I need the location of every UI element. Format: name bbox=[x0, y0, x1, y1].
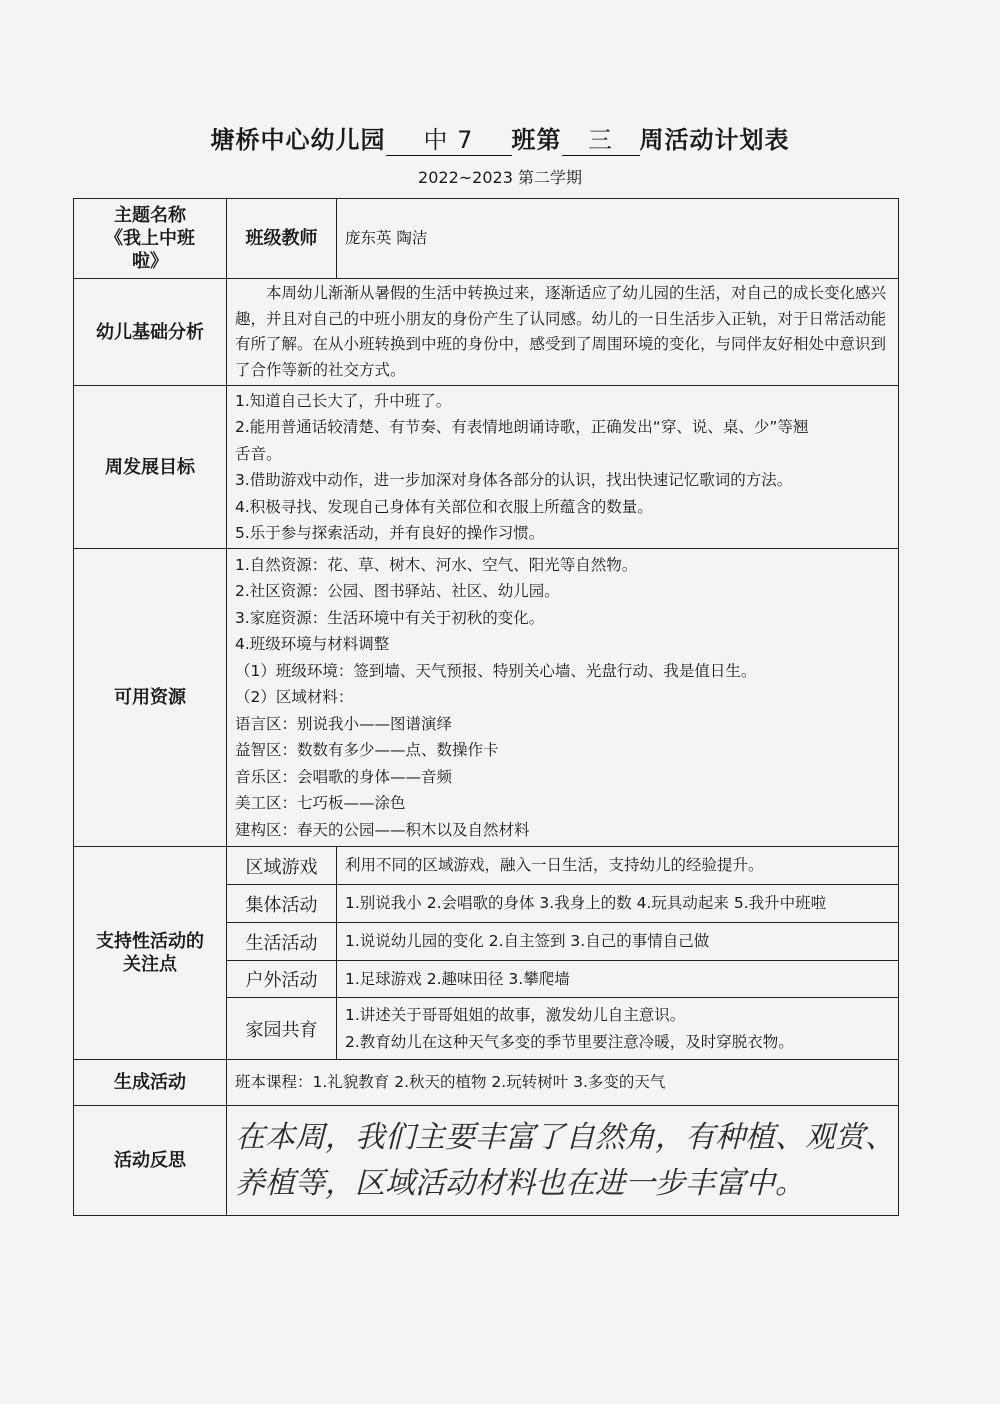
week-field: 三 bbox=[562, 120, 640, 156]
support-item-name: 区域游戏 bbox=[227, 847, 337, 885]
class-field: 中 7 bbox=[386, 120, 512, 156]
support-item-text: 1.足球游戏 2.趣味田径 3.攀爬墙 bbox=[337, 961, 899, 998]
resource-item: （1）班级环境：签到墙、天气预报、特别关心墙、光盘行动、我是值日生。 bbox=[235, 661, 757, 680]
support-item-name: 家园共育 bbox=[227, 998, 337, 1060]
generated-row bbox=[74, 1060, 899, 1106]
resource-item: 1.自然资源：花、草、树木、河水、空气、阳光等自然物。 bbox=[235, 555, 638, 574]
goals-row bbox=[74, 386, 899, 549]
teacher-names: 庞东英 陶洁 bbox=[337, 199, 899, 279]
resource-item: （2）区域材料： bbox=[235, 688, 354, 707]
generated-text: 班本课程：1.礼貌教育 2.秋天的植物 2.玩转树叶 3.多变的天气 bbox=[227, 1060, 899, 1106]
theme-row bbox=[74, 199, 899, 279]
support-row-area-games bbox=[74, 847, 899, 885]
resource-item: 4.班级环境与材料调整 bbox=[235, 635, 390, 654]
reflection-label: 活动反思 bbox=[74, 1106, 227, 1216]
support-item-name: 户外活动 bbox=[227, 961, 337, 998]
goal-item: 2.能用普通话较清楚、有节奏、有表情地朗诵诗歌，正确发出“穿、说、桌、少”等翘 bbox=[235, 418, 809, 436]
resource-item: 3.家庭资源：生活环境中有关于初秋的变化。 bbox=[235, 608, 545, 627]
resources-label: 可用资源 bbox=[74, 549, 227, 847]
goal-item: 5.乐于参与探索活动，并有良好的操作习惯。 bbox=[235, 524, 545, 542]
analysis-row bbox=[74, 279, 899, 386]
resource-item: 语言区：别说我小——图谱演绎 bbox=[235, 714, 453, 733]
week-label: 周活动计划表 bbox=[639, 126, 790, 154]
reflection-handwriting bbox=[227, 1106, 899, 1216]
resources-row bbox=[74, 549, 899, 847]
analysis-text: 本周幼儿渐渐从暑假的生活中转换过来，逐渐适应了幼儿园的生活，对自己的成长变化感兴趣，并且对自己的中班小朋友的身份产生了认同感。幼儿的一日生活步入正轨，对于日常活动能有所了解。在从小班转换到中班的身份中，感受到了周围环境的变化，与同伴友好相处中意识到了合作等新的社交方式。 bbox=[227, 279, 899, 386]
support-item-text: 1.说说幼儿园的变化 2.自主签到 3.自己的事情自己做 bbox=[337, 923, 899, 961]
teacher-label: 班级教师 bbox=[227, 199, 337, 279]
handwritten-line: 在本周，我们主要丰富了自然角，有种植、观赏、 bbox=[235, 1119, 895, 1155]
resource-item: 2.社区资源：公园、图书驿站、社区、幼儿园。 bbox=[235, 582, 560, 601]
handwritten-line: 养植等，区域活动材料也在进一步丰富中。 bbox=[235, 1165, 805, 1201]
reflection-row bbox=[74, 1106, 899, 1216]
resource-item: 益智区：数数有多少——点、数操作卡 bbox=[235, 741, 499, 760]
support-item-name: 生活活动 bbox=[227, 923, 337, 961]
goal-item: 3.借助游戏中动作，进一步加深对身体各部分的认识，找出快速记忆歌词的方法。 bbox=[235, 471, 793, 489]
page-title bbox=[0, 120, 1000, 156]
goal-item: 4.积极寻找、发现自己身体有关部位和衣服上所蕴含的数量。 bbox=[235, 497, 653, 516]
support-item-text: 利用不同的区域游戏，融入一日生活，支持幼儿的经验提升。 bbox=[337, 847, 899, 885]
support-label: 支持性活动的 关注点 bbox=[74, 847, 227, 1060]
support-item-text: 1.讲述关于哥哥姐姐的故事，激发幼儿自主意识。 2.教育幼儿在这种天气多变的季节里要注意冷暖，及时穿脱衣物。 bbox=[337, 998, 899, 1060]
class-label: 班第 bbox=[511, 126, 562, 154]
resources-list bbox=[227, 549, 899, 847]
resource-item: 建构区：春天的公园——积木以及自然材料 bbox=[235, 820, 530, 839]
support-item-name: 集体活动 bbox=[227, 885, 337, 923]
theme-label: 主题名称 《我上中班 啦》 bbox=[74, 199, 227, 279]
goal-item: 舌音。 bbox=[235, 444, 282, 463]
resource-item: 音乐区：会唱歌的身体——音频 bbox=[235, 767, 453, 786]
analysis-label: 幼儿基础分析 bbox=[74, 279, 227, 386]
term-subtitle: 2022~2023 第二学期 bbox=[418, 168, 582, 187]
goals-list bbox=[227, 386, 899, 549]
school-name: 塘桥中心幼儿园 bbox=[210, 126, 386, 154]
generated-label: 生成活动 bbox=[74, 1060, 227, 1106]
plan-table bbox=[73, 198, 899, 1216]
goal-item: 1.知道自己长大了，升中班了。 bbox=[235, 391, 452, 410]
resource-item: 美工区：七巧板——涂色 bbox=[235, 794, 406, 813]
support-item-text: 1.别说我小 2.会唱歌的身体 3.我身上的数 4.玩具动起来 5.我升中班啦 bbox=[337, 885, 899, 923]
goals-label: 周发展目标 bbox=[74, 386, 227, 549]
